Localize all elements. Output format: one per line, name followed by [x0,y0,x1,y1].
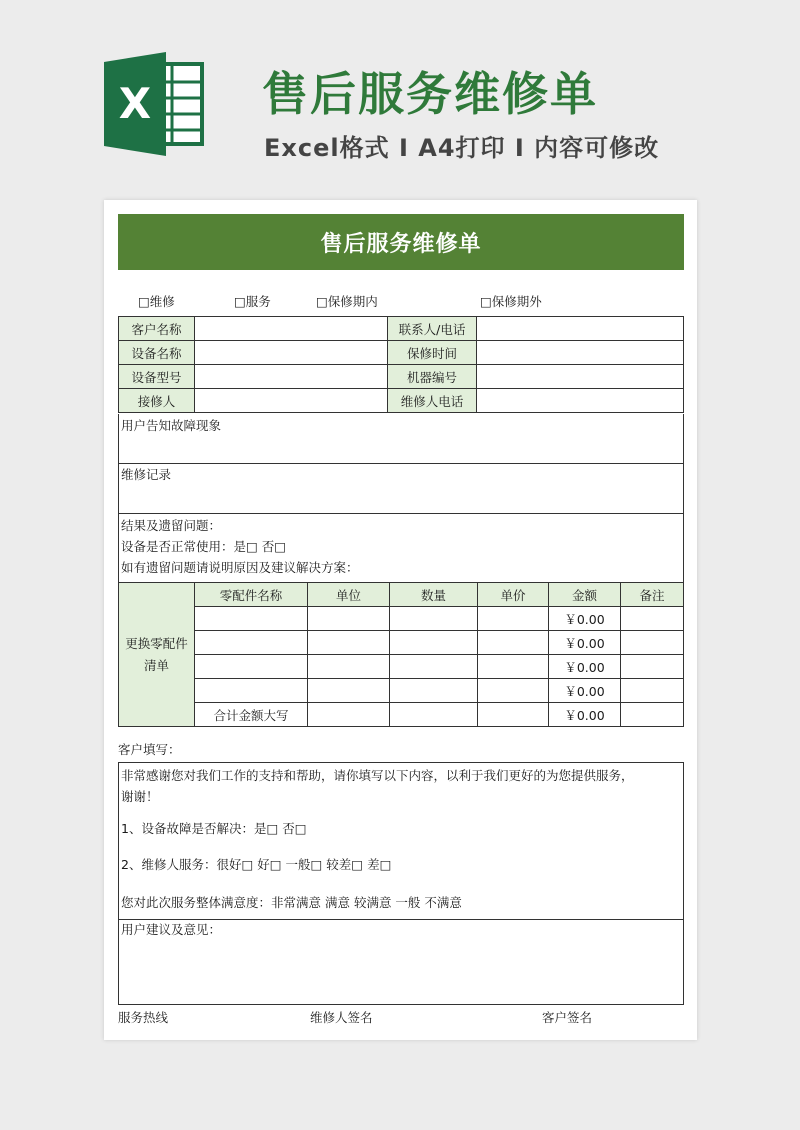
record-label: 维修记录 [121,467,172,482]
label-machine-number: 机器编号 [388,365,477,389]
record-box[interactable] [118,463,684,514]
amount-cell: ￥0.00 [549,607,621,631]
unit-cell[interactable] [308,679,390,703]
label-receiver: 接修人 [119,389,195,413]
table-row [119,341,684,365]
header-remark: 备注 [621,583,684,607]
quantity-cell[interactable] [390,631,478,655]
remark-cell[interactable] [621,655,684,679]
total-amount: ￥0.00 [549,703,621,727]
parts-side-label-2: 清单 [143,657,169,673]
total-remark-cell[interactable] [621,703,684,727]
table-row [119,365,684,389]
total-label: 合计金额大写 [195,703,308,727]
customer-name-field[interactable] [195,317,388,341]
table-row [119,655,684,679]
survey-q3[interactable]: 您对此次服务整体满意度：非常满意 满意 较满意 一般 不满意 [121,895,462,910]
quantity-cell[interactable] [390,655,478,679]
remark-cell[interactable] [621,631,684,655]
suggestion-box[interactable] [118,918,684,1005]
survey-q1[interactable]: 1、设备故障是否解决：是□ 否□ [121,821,307,836]
header-price: 单价 [478,583,549,607]
machine-number-field[interactable] [477,365,684,389]
info-table [118,316,684,413]
result-line-3: 如有遗留问题请说明原因及建议解决方案： [121,560,359,575]
header-part-name: 零配件名称 [195,583,308,607]
survey-intro-1: 非常感谢您对我们工作的支持和帮助，请你填写以下内容，以利于我们更好的为您提供服务， [121,768,634,783]
option-out-warranty[interactable]: □保修期外 [480,294,542,309]
warranty-time-field[interactable] [477,341,684,365]
footer-customer-signature: 客户签名 [542,1010,593,1025]
table-row [119,679,684,703]
price-cell[interactable] [478,607,549,631]
device-model-field[interactable] [195,365,388,389]
parts-table [118,582,684,727]
header-amount: 金额 [549,583,621,607]
amount-cell: ￥0.00 [549,679,621,703]
excel-letter: X [118,79,152,128]
part-name-cell[interactable] [195,631,308,655]
option-service[interactable]: □服务 [234,294,271,309]
unit-cell[interactable] [308,631,390,655]
device-name-field[interactable] [195,341,388,365]
fault-label: 用户告知故障现象 [121,418,222,433]
part-name-cell[interactable] [195,607,308,631]
table-row [119,607,684,631]
receiver-field[interactable] [195,389,388,413]
total-empty-cell [478,703,549,727]
option-in-warranty[interactable]: □保修期内 [316,294,378,309]
unit-cell[interactable] [308,607,390,631]
quantity-cell[interactable] [390,607,478,631]
suggestion-label: 用户建议及意见： [121,922,222,937]
parts-side-label [119,583,195,727]
result-line-2[interactable]: 设备是否正常使用：是□ 否□ [121,539,287,554]
survey-intro-2: 谢谢！ [121,789,159,804]
price-cell[interactable] [478,631,549,655]
result-line-1: 结果及遗留问题： [121,518,222,533]
remark-cell[interactable] [621,607,684,631]
label-contact: 联系人/电话 [388,317,477,341]
survey-box [118,762,684,920]
table-row [119,631,684,655]
page-title: 售后服务维修单 [262,67,598,121]
total-empty-cell [390,703,478,727]
contact-field[interactable] [477,317,684,341]
quantity-cell[interactable] [390,679,478,703]
unit-cell[interactable] [308,655,390,679]
table-row [119,389,684,413]
footer-repairer-signature: 维修人签名 [310,1010,373,1025]
price-cell[interactable] [478,655,549,679]
label-customer-name: 客户名称 [119,317,195,341]
price-cell[interactable] [478,679,549,703]
fault-box[interactable] [118,414,684,464]
form-banner: 售后服务维修单 [118,214,684,270]
table-total-row [119,703,684,727]
header-quantity: 数量 [390,583,478,607]
page-subtitle: Excel格式 I A4打印 I 内容可修改 [264,134,660,162]
part-name-cell[interactable] [195,679,308,703]
parts-side-label-1: 更换零配件 [125,635,188,651]
amount-cell: ￥0.00 [549,655,621,679]
header-unit: 单位 [308,583,390,607]
total-words-cell[interactable] [308,703,390,727]
excel-icon [104,52,206,156]
label-device-name: 设备名称 [119,341,195,365]
label-device-model: 设备型号 [119,365,195,389]
table-row [119,317,684,341]
table-header-row [119,583,684,607]
label-repairer-phone: 维修人电话 [388,389,477,413]
amount-cell: ￥0.00 [549,631,621,655]
survey-q2[interactable]: 2、维修人服务：很好□ 好□ 一般□ 较差□ 差□ [121,857,392,872]
result-section [118,514,684,582]
remark-cell[interactable] [621,679,684,703]
part-name-cell[interactable] [195,655,308,679]
footer-hotline: 服务热线 [118,1010,169,1025]
repairer-phone-field[interactable] [477,389,684,413]
customer-fill-label: 客户填写： [118,742,181,757]
option-repair[interactable]: □维修 [138,294,175,309]
label-warranty-time: 保修时间 [388,341,477,365]
